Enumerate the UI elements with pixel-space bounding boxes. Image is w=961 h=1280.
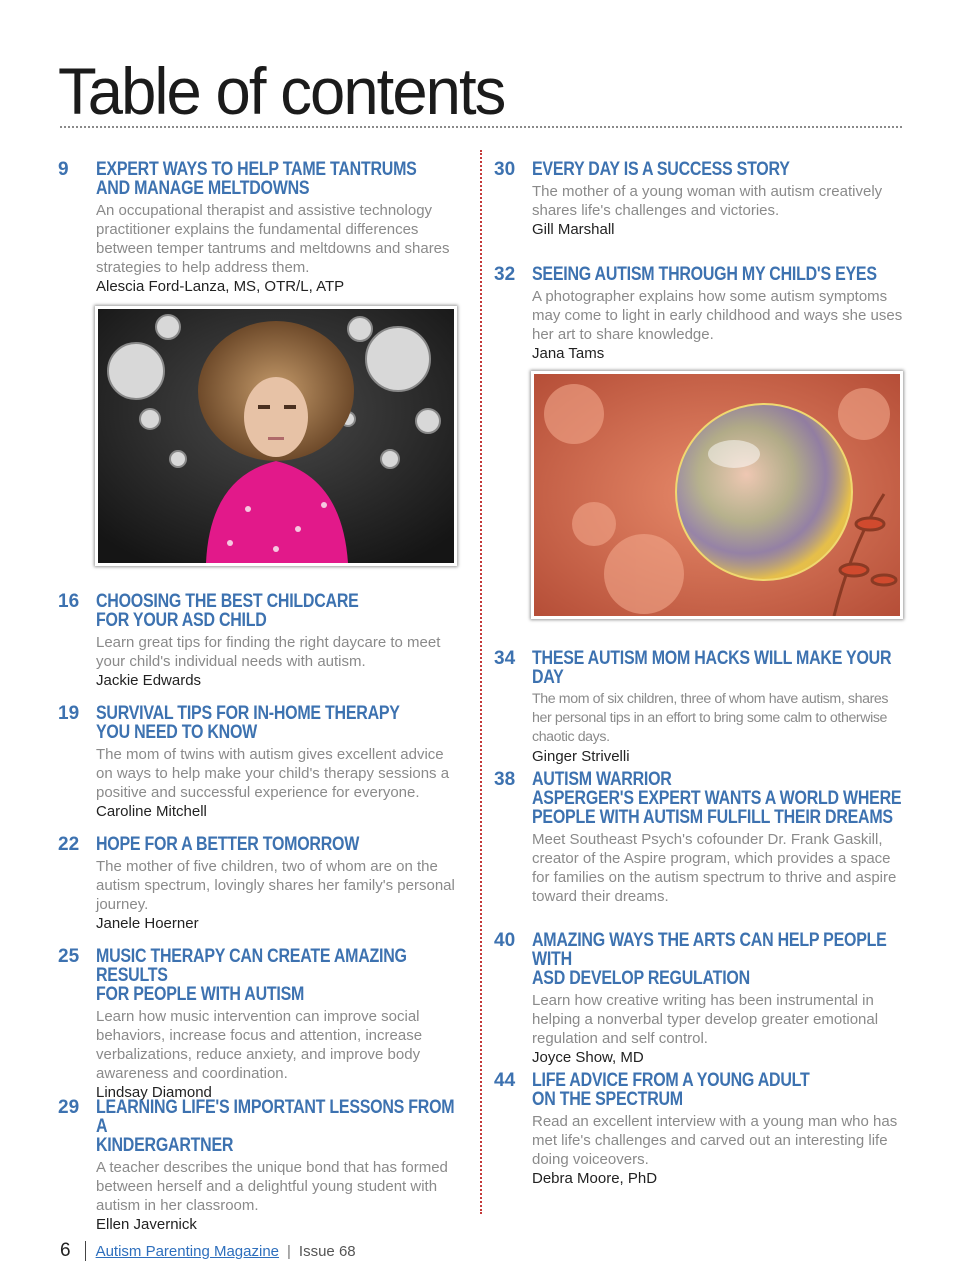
- toc-entry[interactable]: [494, 649, 904, 766]
- girl-with-flowers-illustration: [98, 309, 454, 563]
- article-title[interactable]: THESE AUTISM MOM HACKS WILL MAKE YOUR DAY: [532, 647, 892, 688]
- page-footer: [60, 1240, 356, 1262]
- article-title[interactable]: LEARNING LIFE'S IMPORTANT LESSONS FROM A KINDERGARTNER: [96, 1096, 455, 1156]
- tantrum-photo: [95, 306, 457, 566]
- toc-entry[interactable]: [58, 704, 458, 821]
- article-author: Ellen Javernick: [96, 1216, 197, 1233]
- page-number: 25: [58, 946, 80, 967]
- page-number: 32: [494, 264, 516, 285]
- page-number: 30: [494, 159, 516, 180]
- page-number: 34: [494, 648, 516, 669]
- article-title[interactable]: CHOOSING THE BEST CHILDCARE FOR YOUR ASD CHILD: [96, 590, 359, 631]
- article-author: Lindsay Diamond: [96, 1084, 212, 1101]
- title-divider: [60, 126, 902, 128]
- footer-separator: |: [287, 1242, 291, 1260]
- article-title[interactable]: LIFE ADVICE FROM A YOUNG ADULT ON THE SPECTRUM: [532, 1069, 810, 1110]
- toc-entry[interactable]: [494, 931, 904, 1067]
- article-author: Gill Marshall: [532, 221, 615, 238]
- soap-bubble-illustration: [534, 374, 900, 616]
- page-title: Table of contents: [58, 54, 505, 128]
- article-title[interactable]: SURVIVAL TIPS FOR IN-HOME THERAPY YOU NEED TO KNOW: [96, 702, 400, 743]
- article-description: The mom of twins with autism gives excellent advice on ways to help make your child's therapy sessions a positive and successful experience for everyone.: [96, 746, 450, 801]
- page-number: 44: [494, 1070, 516, 1091]
- article-title[interactable]: EXPERT WAYS TO HELP TAME TANTRUMS AND MANAGE MELTDOWNS: [96, 158, 417, 199]
- article-description: Read an excellent interview with a young man who has met life's challenges and carved out an interesting life doing voiceovers.: [532, 1113, 898, 1168]
- article-description: Meet Southeast Psych's cofounder Dr. Frank Gaskill, creator of the Aspire program, which provides a space for families on the autism spectrum to thrive and aspire toward their dreams.: [532, 831, 897, 905]
- article-description: The mom of six children, three of whom have autism, shares her personal tips in an effort to bring some calm to otherwise chaotic days.: [532, 691, 889, 745]
- article-author: Alescia Ford-Lanza, MS, OTR/L, ATP: [96, 278, 345, 295]
- article-description: The mother of five children, two of whom are on the autism spectrum, lovingly shares her family's personal journey.: [96, 858, 455, 913]
- page-number: 29: [58, 1097, 80, 1118]
- article-author: Janele Hoerner: [96, 915, 199, 932]
- toc-entry[interactable]: [58, 1098, 458, 1234]
- toc-entry[interactable]: [494, 160, 904, 239]
- toc-entry[interactable]: [494, 265, 904, 363]
- toc-entry[interactable]: [58, 947, 458, 1102]
- toc-entry[interactable]: [494, 770, 904, 906]
- footer-divider: [85, 1241, 86, 1261]
- article-author: Ginger Strivelli: [532, 748, 630, 765]
- article-title[interactable]: EVERY DAY IS A SUCCESS STORY: [532, 158, 790, 180]
- article-author: Jackie Edwards: [96, 672, 202, 689]
- article-author: Caroline Mitchell: [96, 803, 207, 820]
- article-description: Learn how music intervention can improve social behaviors, increase focus and attention, increase verbalizations, reduce anxiety, and improve body awareness and coordination.: [96, 1008, 423, 1082]
- page-number: 38: [494, 769, 516, 790]
- article-title[interactable]: HOPE FOR A BETTER TOMORROW: [96, 833, 360, 855]
- page-number: 16: [58, 591, 80, 612]
- page-number: 19: [58, 703, 80, 724]
- article-description: An occupational therapist and assistive technology practitioner explains the fundamental differences between temper tantrums and meltdowns and shares strategies to help address them.: [96, 202, 450, 276]
- column-divider: [480, 150, 482, 1214]
- bubble-photo: [531, 371, 903, 619]
- article-description: The mother of a young woman with autism creatively shares life's challenges and victories.: [532, 183, 883, 219]
- footer-page-number: 6: [60, 1240, 71, 1261]
- article-author: Debra Moore, PhD: [532, 1170, 658, 1187]
- issue-label: Issue 68: [298, 1242, 356, 1260]
- article-author: Jana Tams: [532, 345, 605, 362]
- page-number: 40: [494, 930, 516, 951]
- article-title[interactable]: MUSIC THERAPY CAN CREATE AMAZING RESULTS FOR PEOPLE WITH AUTISM: [96, 945, 407, 1005]
- toc-entry[interactable]: [58, 160, 458, 296]
- toc-entry[interactable]: [58, 592, 458, 690]
- toc-entry[interactable]: [58, 835, 458, 933]
- article-description: Learn great tips for finding the right daycare to meet your child's individual needs with autism.: [96, 634, 441, 670]
- toc-entry[interactable]: [494, 1071, 904, 1188]
- article-title[interactable]: AUTISM WARRIOR ASPERGER'S EXPERT WANTS A WORLD WHERE PEOPLE WITH AUTISM FULFILL THEIR DREAMS: [532, 768, 902, 828]
- article-description: A photographer explains how some autism symptoms may come to light in early childhood and ways she uses her art to share knowledge.: [532, 288, 903, 343]
- article-description: A teacher describes the unique bond that has formed between herself and a delightful young student with autism in her classroom.: [96, 1159, 448, 1214]
- article-description: Learn how creative writing has been instrumental in helping a nonverbal typer develop greater emotional regulation and self control.: [532, 992, 879, 1047]
- magazine-link[interactable]: Autism Parenting Magazine: [95, 1242, 280, 1260]
- page-number: 22: [58, 834, 80, 855]
- article-title[interactable]: SEEING AUTISM THROUGH MY CHILD'S EYES: [532, 263, 877, 285]
- article-author: Joyce Show, MD: [532, 1049, 644, 1066]
- page-number: 9: [58, 159, 69, 180]
- article-title[interactable]: AMAZING WAYS THE ARTS CAN HELP PEOPLE WITH ASD DEVELOP REGULATION: [532, 929, 887, 989]
